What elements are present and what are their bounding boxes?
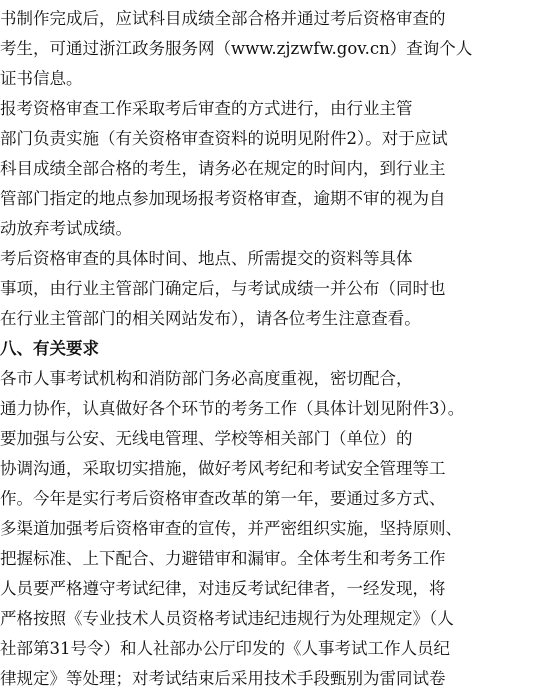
text-line: 各市人事考试机构和消防部门务必高度重视，密切配合， — [0, 369, 413, 388]
text-line: 通力协作，认真做好各个环节的考务工作（具体计划见附件3）。 — [0, 399, 465, 418]
text-line: 动放弃考试成绩。 — [0, 219, 132, 238]
text-line: 社部第31号令）和人社部办公厅印发的《人事考试工作人员纪 — [0, 639, 450, 658]
text-line: 证书信息。 — [0, 69, 83, 88]
text-line: 严格按照《专业技术人员资格考试违纪违规行为处理规定》（人 — [0, 609, 454, 628]
text-line: 多渠道加强考后资格审查的宣传，并严密组织实施，坚持原则、 — [0, 519, 462, 538]
text-line: 事项，由行业主管部门确定后，与考试成绩一并公布（同时也 — [0, 279, 446, 298]
text-line: 考后资格审查的具体时间、地点、所需提交的资料等具体 — [0, 249, 413, 268]
text-line: 人员要严格遵守考试纪律，对违反考试纪律者，一经发现，将 — [0, 579, 446, 598]
text-line: 把握标准、上下配合、力避错审和漏审。全体考生和考务工作 — [0, 549, 446, 568]
text-line: 考生，可通过浙江政务服务网（www.zjzwfw.gov.cn）查询个人 — [0, 39, 473, 58]
text-line: 报考资格审查工作采取考后审查的方式进行，由行业主管 — [0, 99, 413, 118]
text-line: 部门负责实施（有关资格审查资料的说明见附件2）。对于应试 — [0, 129, 448, 148]
text-line: 要加强与公安、无线电管理、学校等相关部门（单位）的 — [0, 429, 413, 448]
section-heading: 八、有关要求 — [0, 339, 99, 358]
text-line: 管部门指定的地点参加现场报考资格审查，逾期不审的视为自 — [0, 189, 446, 208]
text-line: 科目成绩全部合格的考生，请务必在规定的时间内，到行业主 — [0, 159, 446, 178]
text-line: 律规定》等处理；对考试结束后采用技术手段甄别为雷同试卷 — [0, 669, 446, 688]
text-line: 协调沟通，采取切实措施，做好考风考纪和考试安全管理等工 — [0, 459, 446, 478]
text-line: 在行业主管部门的相关网站发布），请各位考生注意查看。 — [0, 309, 421, 328]
text-line: 书制作完成后，应试科目成绩全部合格并通过考后资格审查的 — [0, 9, 446, 28]
text-line: 作。今年是实行考后资格审查改革的第一年，要通过多方式、 — [0, 489, 446, 508]
